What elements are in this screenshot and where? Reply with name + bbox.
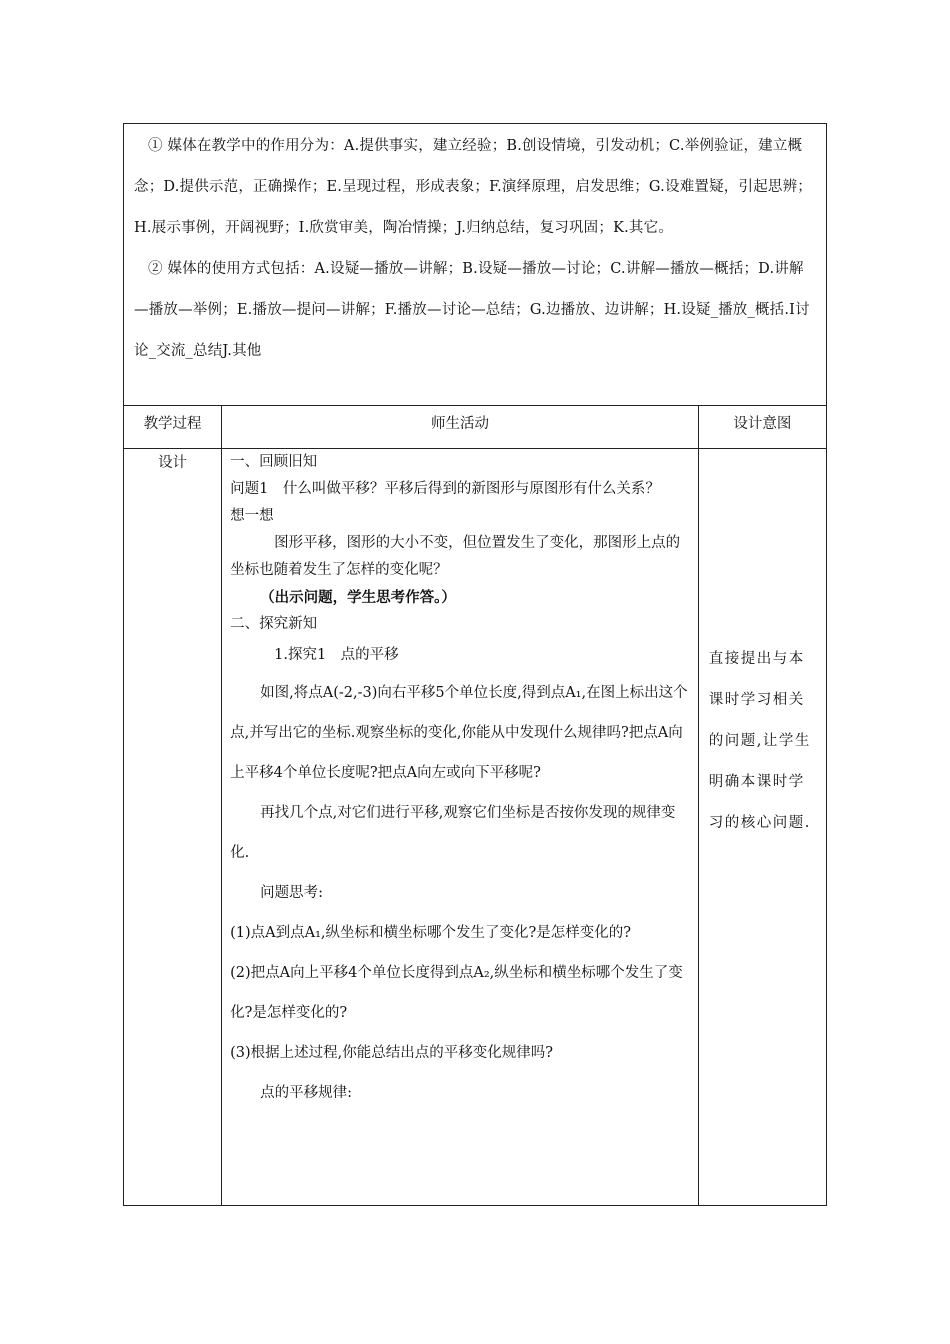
explore-more-text: 再找几个点,对它们进行平移,观察它们坐标是否按你发现的规律变化. — [230, 805, 676, 861]
header-teaching-process: 教学过程 — [124, 406, 222, 449]
explore-1-text: 如图,将点A(-2,-3)向右平移5个单位长度,得到点A₁,在图上标出这个点,并写出它的坐标.观察坐标的变化,你能从中发现什么规律吗?把点A向上平移4个单位长度呢?把点A向左或向下平移呢? — [230, 685, 688, 781]
design-intent-cell — [698, 449, 826, 1206]
activity-note: （出示问题，学生思考作答。） — [260, 589, 456, 606]
section-review: 一、回顾旧知 — [230, 454, 318, 470]
activities-cell — [222, 449, 699, 1206]
question-1: 问题1 什么叫做平移？平移后得到的新图形与原图形有什么关系？ — [230, 481, 660, 497]
media-usage-paragraph: ② 媒体的使用方式包括：A.设疑—播放—讲解；B.设疑—播放—讨论；C.讲解—播放—概括；D.讲解—播放—举例；E.播放—提问—讲解；F.播放—讨论—总结；G.边播放、边讲解；H.设疑_播放_概括.I讨论_交流_总结J.其他 — [134, 261, 810, 359]
process-label: 设计 — [158, 455, 188, 471]
process-label-cell — [124, 449, 222, 1206]
media-row — [124, 124, 827, 406]
header-activities: 师生活动 — [222, 406, 699, 449]
media-role-paragraph: ① 媒体在教学中的作用分为：A.提供事实，建立经验；B.创设情境，引发动机；C.举例验证，建立概念；D.提供示范，正确操作；E.呈现过程，形成表象；F.演绎原理，启发思维；G.设难置疑，引起思辨；H.展示事例，开阔视野；I.欣赏审美，陶冶情操；J.归纳总结，复习巩固；K.其它。 — [134, 138, 812, 236]
question-thinking-1: (1)点A到点A₁,纵坐标和横坐标哪个发生了变化?是怎样变化的? — [230, 925, 632, 941]
design-intent-text: 直接提出与本课时学习相关的问题,让学生明确本课时学习的核心问题. — [708, 651, 811, 831]
question-thinking-heading: 问题思考: — [260, 885, 324, 901]
think-heading: 想一想 — [230, 508, 274, 524]
lesson-plan-table — [123, 123, 827, 1206]
body-row — [124, 449, 827, 1206]
question-thinking-3: (3)根据上述过程,你能总结出点的平移变化规律吗? — [230, 1045, 554, 1061]
translation-rule-heading: 点的平移规律: — [260, 1085, 353, 1101]
header-row — [124, 406, 827, 449]
media-usage-cell — [124, 124, 827, 406]
explore-1-title: 1.探究1 点的平移 — [274, 647, 399, 663]
header-design-intent: 设计意图 — [698, 406, 826, 449]
think-text: 图形平移，图形的大小不变，但位置发生了变化，那图形上点的坐标也随着发生了怎样的变化呢？ — [230, 535, 681, 578]
question-thinking-2: (2)把点A向上平移4个单位长度得到点A₂,纵坐标和横坐标哪个发生了变化?是怎样变化的? — [230, 965, 683, 1021]
section-explore: 二、探究新知 — [230, 616, 318, 632]
